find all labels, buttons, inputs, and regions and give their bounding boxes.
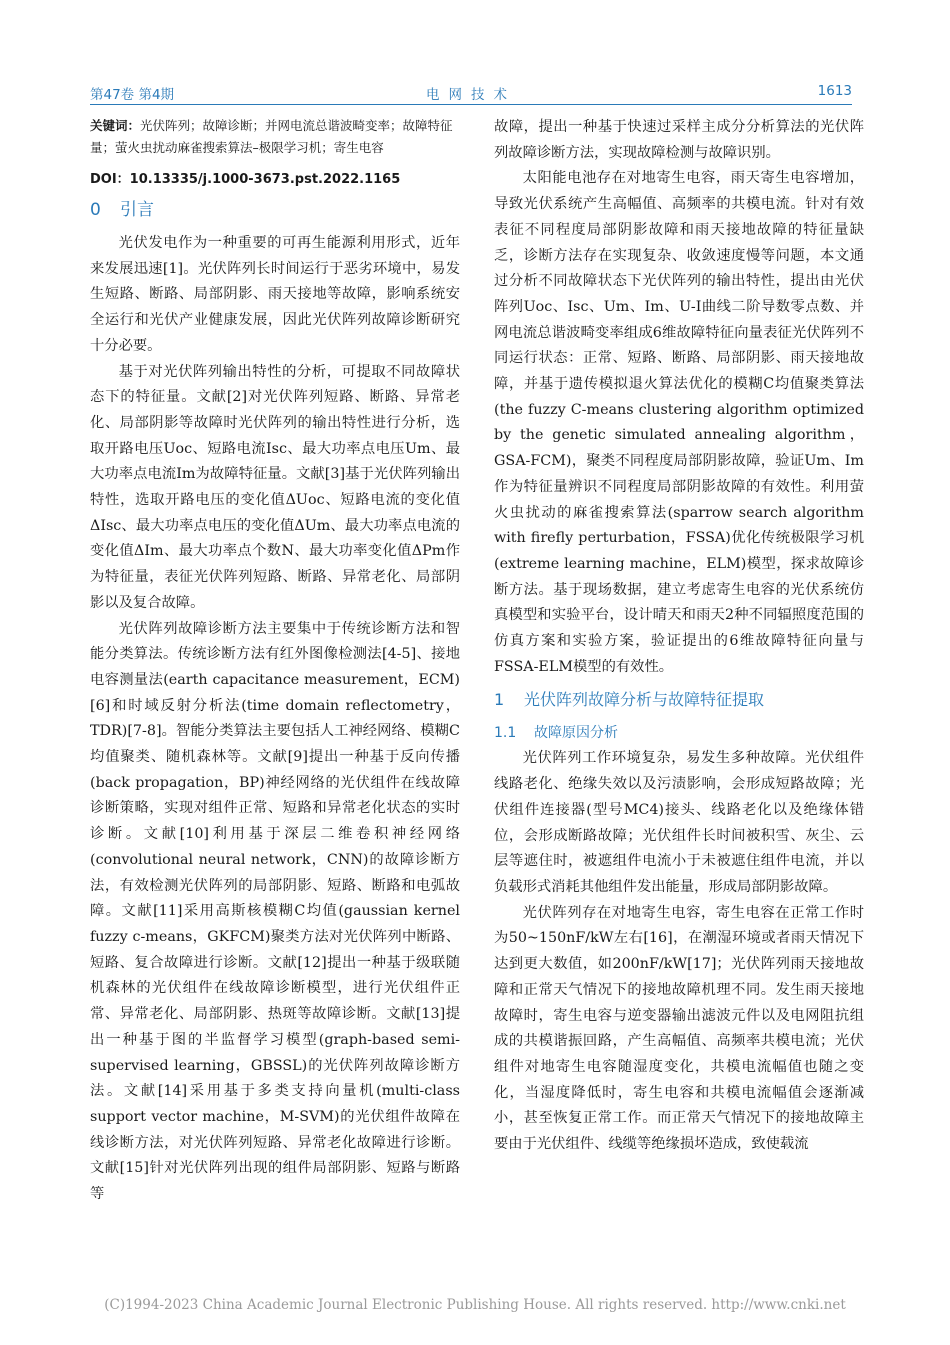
paragraph: 基于对光伏阵列输出特性的分析，可提取不同故障状态下的特征量。文献[2]对光伏阵列短路、断路、异常老化、局部阴影等故障时光伏阵列的输出特性进行分析，选取开路电压Uoc、短路电流Isc、最大功率点电压Um、最大功率点电流Im为故障特征量。文献[3]基于光伏阵列输出特性，选取开路电压的变化值ΔUoc、短路电流的变化值ΔIsc、最大功率点电压的变化值ΔUm、最大功率点电流的变化值ΔIm、最大功率点个数N、最大功率变化值ΔPm作为特征量，表征光伏阵列短路、断路、异常老化、局部阴影以及复合故障。 — [90, 363, 460, 611]
page-number: 1613 — [817, 83, 852, 99]
left-column — [90, 115, 460, 1208]
volume-issue: 第47卷 第4期 — [90, 87, 175, 103]
section-number: 1 — [494, 690, 505, 710]
paragraph: 故障，提出一种基于快速过采样主成分分析算法的光伏阵列故障诊断方法，实现故障检测与故障识别。 — [494, 119, 864, 161]
section-heading-1 — [494, 686, 864, 714]
section-title: 光伏阵列故障分析与故障特征提取 — [524, 690, 765, 710]
right-column — [494, 115, 864, 1158]
keywords-label: 关键词： — [90, 118, 141, 133]
subsection-heading-1-1 — [494, 720, 864, 746]
subsection-number: 1.1 — [494, 725, 517, 742]
section-heading-intro — [90, 197, 460, 223]
doi: DOI：10.13335/j.1000-3673.pst.2022.1165 — [90, 172, 401, 187]
subsection-title: 故障原因分析 — [534, 725, 618, 742]
running-header — [90, 80, 852, 104]
journal-name: 电网技术 — [426, 87, 516, 103]
paragraph: 太阳能电池存在对地寄生电容，雨天寄生电容增加，导致光伏系统产生高幅值、高频率的共模电流。针对有效表征不同程度局部阴影故障和雨天接地故障的特征量缺乏，诊断方法存在实现复杂、收敛速度慢等问题，本文通过分析不同故障状态下光伏阵列的输出特性，提出由光伏阵列Uoc、Isc、Um、Im、U-I曲线二阶导数零点数、并网电流总谐波畸变率组成6维故障特征向量表征光伏阵列不同运行状态：正常、短路、断路、局部阴影、雨天接地故障，并基于遗传模拟退火算法优化的模糊C均值聚类算法(the fuzzy C-means clustering algorithm optimized by the genetic simulated annealing algorithm，GSA-FCM)，聚类不同程度局部阴影故障，验证Um、Im作为特征量辨识不同程度局部阴影故障的有效性。利用萤火虫扰动的麻雀搜索算法(sparrow search algorithm with firefly perturbation，FSSA)优化传统极限学习机(extreme learning machine，ELM)模型，探求故障诊断方法。基于现场数据，建立考虑寄生电容的光伏系统仿真模型和实验平台，设计晴天和雨天2种不同辐照度范围的仿真方案和实验方案，验证提出的6维故障特征向量与FSSA-ELM模型的有效性。 — [494, 170, 864, 675]
paragraph: 光伏发电作为一种重要的可再生能源利用形式，近年来发展迅速[1]。光伏阵列长时间运行于恶劣环境中，易发生短路、断路、局部阴影、雨天接地等故障，影响系统安全运行和光伏产业健康发展，因此光伏阵列故障诊断研究十分必要。 — [90, 235, 460, 354]
header-divider — [90, 104, 852, 105]
section-number: 0 — [90, 200, 101, 220]
keywords — [90, 115, 460, 159]
copyright-footer: (C)1994-2023 China Academic Journal Electronic Publishing House. All rights reserved. http://www.cnki.net — [104, 1297, 846, 1313]
keywords-text: 光伏阵列；故障诊断；并网电流总谐波畸变率；故障特征量；萤火虫扰动麻雀搜索算法–极限学习机；寄生电容 — [90, 118, 453, 155]
section-title: 引言 — [120, 200, 154, 220]
paragraph: 光伏阵列存在对地寄生电容，寄生电容在正常工作时为50~150nF/kW左右[16]，在潮湿环境或者雨天情况下达到更大数值，如200nF/kW[17]；光伏阵列雨天接地故障和正常天气情况下的接地故障机理不同。发生雨天接地故障时，寄生电容与逆变器输出滤波元件以及电网阻抗组成的共模谐振回路，产生高幅值、高频率共模电流；光伏组件对地寄生电容随湿度变化，共模电流幅值也随之变化，当湿度降低时，寄生电容和共模电流幅值会逐渐减小，甚至恢复正常工作。而正常天气情况下的接地故障主要由于光伏组件、线缆等绝缘损坏造成，致使载流 — [494, 904, 864, 1153]
paragraph: 光伏阵列故障诊断方法主要集中于传统诊断方法和智能分类算法。传统诊断方法有红外图像检测法[4-5]、接地电容测量法(earth capacitance measurement，ECM)[6]和时域反射分析法(time domain reflectometry，TDR)[7-8]。智能分类算法主要包括人工神经网络、模糊C均值聚类、随机森林等。文献[9]提出一种基于反向传播(back propagation，BP)神经网络的光伏组件在线故障诊断策略，实现对组件正常、短路和异常老化状态的实时诊断。文献[10]利用基于深层二维卷积神经网络(convolutional neural network，CNN)的故障诊断方法，有效检测光伏阵列的局部阴影、短路、断路和电弧故障。文献[11]采用高斯核模糊C均值(gaussian kernel fuzzy c-means，GKFCM)聚类方法对光伏阵列中断路、短路、复合故障进行诊断。文献[12]提出一种基于级联随机森林的光伏组件在线故障诊断模型，进行光伏组件正常、异常老化、局部阴影、热斑等故障诊断。文献[13]提出一种基于图的半监督学习模型(graph-based semi-supervised learning，GBSSL)的光伏阵列故障诊断方法。文献[14]采用基于多类支持向量机(multi-class support vector machine，M-SVM)的光伏组件故障在线诊断方法，对光伏阵列短路、异常老化故障进行诊断。文献[15]针对光伏阵列出现的组件局部阴影、短路与断路等 — [90, 620, 460, 1203]
paragraph: 光伏阵列工作环境复杂，易发生多种故障。光伏组件线路老化、绝缘失效以及污渍影响，会形成短路故障；光伏组件连接器(型号MC4)接头、线路老化以及绝缘体错位，会形成断路故障；光伏组件长时间被积雪、灰尘、云层等遮住时，被遮组件电流小于未被遮住组件电流，并以负载形式消耗其他组件发出能量，形成局部阴影故障。 — [494, 750, 864, 895]
